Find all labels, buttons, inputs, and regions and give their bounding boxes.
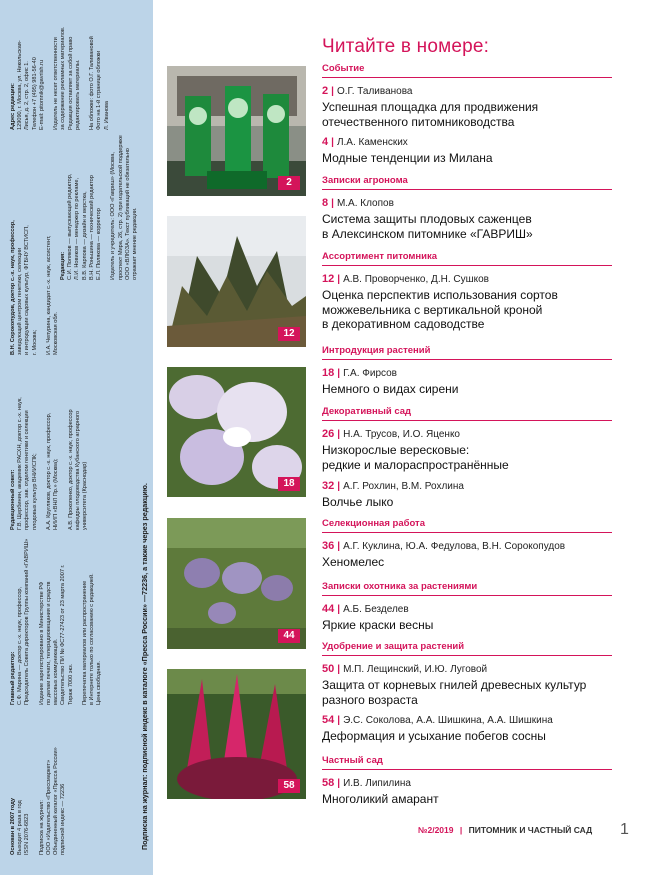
page-badge: 58 bbox=[278, 779, 300, 793]
article-title[interactable] bbox=[322, 288, 558, 332]
page-footer bbox=[418, 825, 592, 835]
masthead-line: А.А. Кругляков, доктор с.-х. наук, профессор, bbox=[46, 412, 53, 530]
article-page-number: 54 bbox=[322, 714, 335, 726]
masthead-line: кафедры плодоводства Кубанского аграрного bbox=[74, 410, 81, 530]
masthead-line: Подписка на журнал: bbox=[38, 800, 45, 855]
photo-pulsatilla bbox=[167, 518, 306, 649]
article-byline bbox=[322, 714, 553, 726]
article-title[interactable] bbox=[322, 382, 459, 397]
masthead-line: плодовых культур ВНИИСПК; bbox=[31, 453, 38, 530]
masthead-line: Л. Иванова bbox=[103, 100, 110, 130]
article-authors: А.Г. Куклина, Ю.А. Федулова, В.Н. Сорокопудов bbox=[343, 541, 566, 552]
section-divider bbox=[322, 265, 612, 266]
masthead-line: С.И. Поляков — выпускающий редактор, bbox=[67, 173, 74, 280]
masthead-line: заведующий центром генетики, селекции bbox=[17, 247, 24, 355]
masthead-line: университета (Краснодар) bbox=[82, 461, 89, 530]
section-divider bbox=[322, 595, 612, 596]
section-category: Селекционная работа bbox=[322, 518, 425, 529]
byline-separator: | bbox=[337, 429, 341, 440]
photo-lilac bbox=[167, 367, 306, 497]
masthead-line: А.В. Прокопенко, доктор с.-х. наук, профессор bbox=[67, 409, 74, 530]
article-title[interactable] bbox=[322, 100, 538, 129]
page-badge: 2 bbox=[278, 176, 300, 190]
article-authors: Л.А. Каменских bbox=[336, 137, 408, 148]
article-page-number: 50 bbox=[322, 663, 335, 675]
masthead-line: по делам печати, телерадиовещания и средств bbox=[46, 581, 53, 705]
masthead-line: отражает мнение редакции. bbox=[132, 207, 139, 280]
article-authors: М.А. Клопов bbox=[336, 198, 394, 209]
article-byline bbox=[322, 663, 487, 675]
article-title-line: можжевельника с вертикальной кроной bbox=[322, 302, 543, 317]
article-title-line: Яркие краски весны bbox=[322, 618, 434, 632]
section-category: Событие bbox=[322, 63, 365, 74]
masthead-col-6 bbox=[10, 5, 111, 130]
masthead-line: профессор, зав. отделом генетики и селекции bbox=[24, 410, 31, 530]
section-category: Интродукция растений bbox=[322, 345, 431, 356]
masthead-line: В.Н. Роньшина — технический редактор bbox=[88, 175, 95, 280]
section-category: Декоративный сад bbox=[322, 406, 412, 417]
article-title[interactable] bbox=[322, 618, 433, 633]
article-title[interactable] bbox=[322, 212, 533, 241]
section-divider bbox=[322, 189, 612, 190]
masthead-line: Телефон +7 (495) 981-56-40 bbox=[31, 57, 38, 130]
masthead-line: Г.В. Щербинин, академик РАСХН, доктор с.-х. наук, bbox=[17, 397, 24, 530]
article-title-line: Защита от корневых гнилей древесных культур bbox=[322, 678, 587, 692]
masthead-line: Тираж 7000 экз. bbox=[67, 663, 74, 705]
byline-separator: | bbox=[337, 715, 341, 726]
section-category: Ассортимент питомника bbox=[322, 251, 438, 262]
section-category: Удобрение и защита растений bbox=[322, 641, 465, 652]
masthead-line bbox=[46, 5, 53, 130]
article-title-line: Оценка перспектив использования сортов bbox=[322, 288, 558, 302]
article-title[interactable] bbox=[322, 792, 439, 807]
byline-separator: | bbox=[337, 541, 341, 552]
article-title-line: разного возраста bbox=[322, 692, 418, 707]
byline-separator: | bbox=[337, 368, 341, 379]
page-title: Читайте в номере: bbox=[322, 36, 490, 57]
article-byline bbox=[322, 273, 489, 285]
masthead-line: На обложке: фото О.Г. Таливановой bbox=[89, 36, 96, 130]
article-byline bbox=[322, 197, 394, 209]
byline-separator: | bbox=[337, 274, 341, 285]
article-authors: А.В. Проворченко, Д.Н. Сушков bbox=[343, 274, 489, 285]
section-divider bbox=[322, 655, 612, 656]
masthead-line: за содержание рекламных материалов. bbox=[60, 26, 67, 130]
masthead-line bbox=[32, 545, 39, 705]
masthead-col-5 bbox=[60, 135, 139, 280]
page-number: 1 bbox=[620, 821, 629, 838]
article-page-number: 8 bbox=[322, 197, 329, 209]
article-byline bbox=[322, 136, 408, 148]
article-authors: О.Г. Таливанова bbox=[336, 86, 413, 97]
masthead-line: редактировать материалы. bbox=[74, 59, 81, 130]
masthead-line bbox=[39, 200, 46, 355]
article-page-number: 36 bbox=[322, 540, 335, 552]
article-title-line: Успешная площадка для продвижения bbox=[322, 100, 539, 114]
masthead-line: Е.Л. Полякова — корректор bbox=[96, 208, 103, 280]
section-category: Записки охотника за растениями bbox=[322, 581, 478, 592]
section-divider bbox=[322, 359, 612, 360]
masthead-line: подписной индекс — 72236 bbox=[60, 783, 67, 855]
masthead-col-3 bbox=[10, 365, 89, 530]
article-title[interactable] bbox=[322, 443, 509, 472]
article-byline bbox=[322, 428, 460, 440]
masthead-line: Московская обл. bbox=[53, 311, 60, 355]
photo-amaranth bbox=[167, 669, 306, 799]
masthead-line: Выходит 4 раза в год bbox=[17, 800, 24, 855]
section-category: Частный сад bbox=[322, 755, 383, 766]
article-authors: Н.А. Трусов, И.О. Яценко bbox=[343, 429, 460, 440]
byline-separator: | bbox=[337, 604, 341, 615]
article-authors: М.П. Лещинский, И.Ю. Луговой bbox=[343, 664, 488, 675]
masthead-line: В.В. Карпова — дизайн и верстка, bbox=[81, 191, 88, 280]
photo-juniper bbox=[167, 216, 306, 347]
masthead-line bbox=[75, 545, 82, 705]
masthead-line: E-mail: pitomnik@gavrish.ru bbox=[38, 59, 45, 130]
byline-separator: | bbox=[337, 778, 341, 789]
masthead-line bbox=[103, 140, 110, 280]
masthead-line: Редакция: bbox=[60, 251, 66, 280]
article-page-number: 12 bbox=[322, 273, 335, 285]
masthead-line: проспект Мира, 26, стр. 2) при издательской поддержке bbox=[117, 135, 124, 280]
article-title-line: Модные тенденции из Милана bbox=[322, 151, 493, 165]
byline-separator: | bbox=[337, 664, 341, 675]
article-authors: А.Г. Рохлин, В.М. Рохлина bbox=[343, 481, 464, 492]
article-title[interactable] bbox=[322, 495, 393, 510]
magazine-name: ПИТОМНИК И ЧАСТНЫЙ САД bbox=[468, 825, 593, 835]
article-authors: Э.С. Соколова, А.А. Шишкина, А.А. Шишкина bbox=[343, 715, 553, 726]
article-title[interactable] bbox=[322, 729, 546, 744]
masthead-line: г. Москва; bbox=[31, 329, 38, 355]
masthead-line: Издатель не несет ответственности bbox=[53, 37, 60, 130]
masthead-line: и интродукции садовых культур, ФГБНУ ВСТИСП, bbox=[24, 225, 31, 355]
section-category: Записки агронома bbox=[322, 175, 408, 186]
article-title[interactable] bbox=[322, 151, 493, 166]
section-divider bbox=[322, 532, 612, 533]
masthead-col-2 bbox=[10, 538, 104, 705]
masthead-line: Адрес редакции: bbox=[10, 83, 16, 130]
article-page-number: 32 bbox=[322, 480, 335, 492]
article-authors: Г.А. Фирсов bbox=[343, 368, 397, 379]
issue-number: №2/2019 bbox=[418, 825, 454, 835]
masthead-line: Основан в 2007 году bbox=[10, 798, 16, 855]
article-byline bbox=[322, 367, 397, 379]
article-title-line: Деформация и усыхание побегов сосны bbox=[322, 729, 546, 743]
article-byline bbox=[322, 603, 409, 615]
byline-separator: | bbox=[337, 481, 341, 492]
section-divider bbox=[322, 420, 612, 421]
article-page-number: 2 bbox=[322, 85, 329, 97]
byline-separator: | bbox=[331, 137, 334, 148]
masthead-line: Л.И. Новиков — менеджер по рекламе, bbox=[74, 177, 81, 280]
masthead-col-4 bbox=[10, 200, 60, 355]
masthead-line: Фото на 1-й странице обложки bbox=[96, 50, 103, 130]
masthead-line: массовых коммуникаций. bbox=[53, 638, 60, 705]
masthead-line bbox=[39, 365, 46, 530]
article-title-line: в декоративном садоводстве bbox=[322, 317, 485, 331]
masthead-line: Издание зарегистрировано в Министерстве РФ bbox=[38, 581, 45, 705]
page-badge: 12 bbox=[278, 327, 300, 341]
article-page-number: 26 bbox=[322, 428, 335, 440]
article-title-line: Многоликий амарант bbox=[322, 792, 439, 806]
article-page-number: 4 bbox=[322, 136, 329, 148]
masthead-line: В.Н. Сорокопудов, доктор с.-х. наук, профессор, bbox=[10, 220, 16, 355]
article-byline bbox=[322, 540, 565, 552]
masthead-line: Главный редактор: bbox=[10, 651, 16, 705]
footer-separator: | bbox=[459, 825, 463, 835]
article-title-line: в Алексинском питомнике «ГАВРИШ» bbox=[322, 226, 533, 241]
article-byline bbox=[322, 85, 413, 97]
article-title[interactable] bbox=[322, 555, 384, 570]
masthead-line: Редакция оставляет за собой право bbox=[67, 36, 74, 130]
masthead-line: Издатель и учредитель: ООО «Гавриш» (Москва, bbox=[110, 152, 117, 280]
masthead-line bbox=[32, 725, 39, 855]
section-divider bbox=[322, 77, 612, 78]
article-page-number: 58 bbox=[322, 777, 335, 789]
article-byline bbox=[322, 480, 464, 492]
masthead-line: С.Ф. Марина — доктор с.-х. наук, профессор, bbox=[17, 586, 24, 705]
article-byline bbox=[322, 777, 411, 789]
masthead-sidebar bbox=[0, 0, 153, 875]
article-title-line: Немного о видах сирени bbox=[322, 382, 459, 396]
article-authors: И.В. Липилина bbox=[343, 778, 411, 789]
photo-exhibition bbox=[167, 66, 306, 196]
masthead-line: И.А. Чепурина, кандидат с.-х. наук, ассистент, bbox=[46, 235, 53, 355]
masthead-line: Перепечатка материалов или распространение bbox=[82, 580, 89, 705]
article-title-line: Хеномелес bbox=[322, 555, 385, 569]
section-divider bbox=[322, 769, 612, 770]
page-badge: 18 bbox=[278, 477, 300, 491]
masthead-line: 129090, г. Москва, ул. Никольская- bbox=[17, 40, 24, 130]
masthead-line: Редакционный совет: bbox=[10, 469, 16, 530]
article-title-line: Низкорослые вересковые: bbox=[322, 443, 470, 457]
masthead-line: ООО «Издательство «Прессмаркет» bbox=[46, 759, 53, 855]
masthead-line: Свидетельство ПИ № ФС77-27423 от 23 марта 2007 г. bbox=[60, 564, 67, 705]
masthead-line: Лисья, д. 2, стр. 2, офис 1. bbox=[24, 61, 31, 130]
masthead-line: Председатель Совета директоров Группы компаний «ГАВРИШ» bbox=[24, 538, 31, 705]
article-page-number: 44 bbox=[322, 603, 335, 615]
article-authors: А.Б. Безделев bbox=[343, 604, 409, 615]
page-badge: 44 bbox=[278, 629, 300, 643]
subscription-note: Подписка на журнал: подписной индекс в каталоге «Пресса России» —72236, а также через редакцию. bbox=[140, 483, 149, 850]
masthead-line: ISSN 2076-6823 bbox=[24, 813, 31, 855]
masthead-line: НИИП «ВНЛ Пр.» (Москва); bbox=[53, 458, 60, 530]
masthead-col-1 bbox=[10, 725, 68, 855]
masthead-line: ООО «ВЛЮЗА». Текст публикаций не обязательно bbox=[124, 148, 131, 280]
masthead-line: в Интернете только по согласованию с редакцией. bbox=[89, 573, 96, 705]
article-title-line: редкие и малораспространённые bbox=[322, 457, 509, 472]
byline-separator: | bbox=[331, 86, 334, 97]
article-title-line: Система защиты плодовых саженцев bbox=[322, 212, 532, 226]
byline-separator: | bbox=[331, 198, 334, 209]
masthead-line bbox=[60, 365, 67, 530]
article-title[interactable] bbox=[322, 678, 586, 707]
article-title-line: Волчье лыко bbox=[322, 495, 394, 509]
article-page-number: 18 bbox=[322, 367, 335, 379]
masthead-line: Объединенный каталог «Пресса России» bbox=[53, 747, 60, 855]
masthead-line: Цена свободная. bbox=[96, 660, 103, 705]
article-title-line: отечественного питомниководства bbox=[322, 114, 515, 129]
